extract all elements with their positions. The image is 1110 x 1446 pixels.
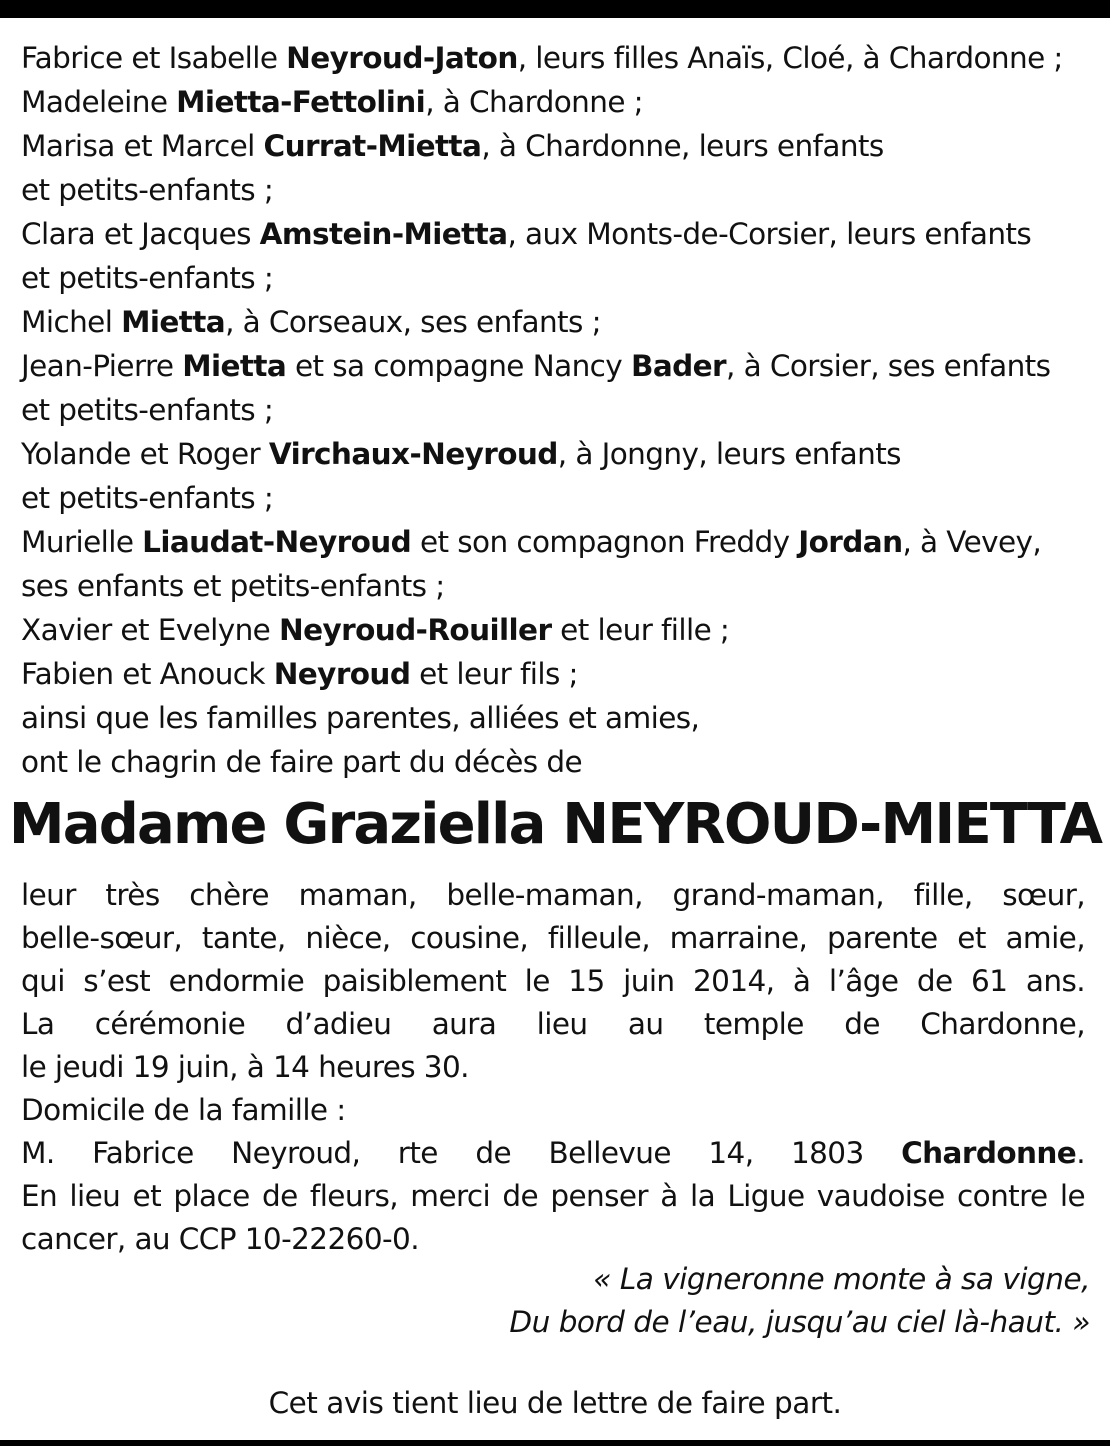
family-line xyxy=(21,212,1096,256)
family-line xyxy=(21,168,1096,212)
bottom-border-bar xyxy=(0,1440,1110,1446)
family-line-text: et petits-enfants ; xyxy=(21,393,274,427)
family-line xyxy=(21,652,1096,696)
family-line xyxy=(21,608,1096,652)
family-line-text: , à Jongny, leurs enfants xyxy=(557,437,901,471)
family-line-name: Mietta xyxy=(182,349,287,383)
family-line-text: et leur fille ; xyxy=(551,613,730,647)
family-line-text: , à Corsier, ses enfants xyxy=(726,349,1051,383)
family-list xyxy=(21,36,1096,784)
family-line-name: Neyroud-Rouiller xyxy=(279,613,552,647)
family-line-name: Mietta xyxy=(121,305,226,339)
family-line-text: Xavier et Evelyne xyxy=(21,613,280,647)
quote-line: « La vigneronne monte à sa vigne, xyxy=(593,1262,1090,1296)
family-line-text: Yolande et Roger xyxy=(21,437,269,471)
family-line-text: Marisa et Marcel xyxy=(21,129,264,163)
family-line-name: Jordan xyxy=(798,525,903,559)
family-line-text: ainsi que les familles parentes, alliées et amies, xyxy=(21,701,700,735)
family-line-text: Madeleine xyxy=(21,85,177,119)
epitaph-quote xyxy=(290,1258,1090,1344)
donation-line: cancer, au CCP 10-22260-0. xyxy=(21,1222,419,1256)
body-line: le jeudi 19 juin, à 14 heures 30. xyxy=(21,1050,469,1084)
top-border-bar xyxy=(0,0,1110,18)
family-line-text: Fabrice et Isabelle xyxy=(21,41,287,75)
body-line: qui s’est endormie paisiblement le 15 juin 2014, à l’âge de 61 ans. xyxy=(21,964,1085,998)
family-line xyxy=(21,432,1096,476)
family-line-text: , leurs filles Anaïs, Cloé, à Chardonne ; xyxy=(517,41,1063,75)
family-line xyxy=(21,520,1096,564)
family-line xyxy=(21,696,1096,740)
family-line xyxy=(21,388,1096,432)
footer-note: Cet avis tient lieu de lettre de faire part. xyxy=(268,1386,842,1420)
family-line-text: et leur fils ; xyxy=(410,657,578,691)
family-line-text: Murielle xyxy=(21,525,143,559)
family-line xyxy=(21,476,1096,520)
family-line-text: ses enfants et petits-enfants ; xyxy=(21,569,445,603)
family-line-name: Mietta-Fettolini xyxy=(176,85,426,119)
family-line-text: et petits-enfants ; xyxy=(21,173,274,207)
family-line-name: Bader xyxy=(630,349,727,383)
body-line: belle-sœur, tante, nièce, cousine, filleule, marraine, parente et amie, xyxy=(21,921,1085,955)
quote-line: Du bord de l’eau, jusqu’au ciel là-haut. » xyxy=(509,1305,1090,1339)
announcement-body xyxy=(21,874,1085,1261)
address-text: . xyxy=(1076,1136,1085,1170)
family-line xyxy=(21,740,1096,784)
family-line xyxy=(21,564,1096,608)
family-line-name: Liaudat-Neyroud xyxy=(142,525,412,559)
family-address xyxy=(21,1132,1085,1175)
family-line-text: , à Chardonne, leurs enfants xyxy=(481,129,884,163)
family-line-text: , à Vevey, xyxy=(902,525,1042,559)
family-line-text: et petits-enfants ; xyxy=(21,481,274,515)
family-line xyxy=(21,124,1096,168)
family-line-text: et son compagnon Freddy xyxy=(411,525,799,559)
family-line-text: , aux Monts-de-Corsier, leurs enfants xyxy=(507,217,1032,251)
family-line-text: ont le chagrin de faire part du décès de xyxy=(21,745,582,779)
family-line xyxy=(21,300,1096,344)
family-line-name: Currat-Mietta xyxy=(263,129,482,163)
body-line: Domicile de la famille : xyxy=(21,1093,346,1127)
family-line-text: et sa compagne Nancy xyxy=(286,349,631,383)
family-line-text: Clara et Jacques xyxy=(21,217,260,251)
family-line-name: Amstein-Mietta xyxy=(259,217,508,251)
family-line-text: Jean-Pierre xyxy=(21,349,183,383)
family-line xyxy=(21,344,1096,388)
family-line xyxy=(21,256,1096,300)
deceased-name-heading: Madame Graziella NEYROUD-MIETTA xyxy=(8,792,1102,857)
family-line-text: et petits-enfants ; xyxy=(21,261,274,295)
family-line-text: Fabien et Anouck xyxy=(21,657,274,691)
address-town: Chardonne xyxy=(901,1136,1077,1170)
family-line-text: , à Chardonne ; xyxy=(425,85,644,119)
family-line-name: Virchaux-Neyroud xyxy=(268,437,558,471)
body-line: La cérémonie d’adieu aura lieu au temple de Chardonne, xyxy=(21,1007,1085,1041)
family-line-name: Neyroud-Jaton xyxy=(286,41,518,75)
family-line xyxy=(21,36,1096,80)
body-line: leur très chère maman, belle-maman, grand-maman, fille, sœur, xyxy=(21,878,1085,912)
family-line xyxy=(21,80,1096,124)
family-line-text: , à Corseaux, ses enfants ; xyxy=(225,305,601,339)
family-line-name: Neyroud xyxy=(273,657,411,691)
donation-line: En lieu et place de fleurs, merci de penser à la Ligue vaudoise contre le xyxy=(21,1179,1085,1213)
family-line-text: Michel xyxy=(21,305,122,339)
address-text: M. Fabrice Neyroud, rte de Bellevue 14, 1803 xyxy=(21,1136,902,1170)
